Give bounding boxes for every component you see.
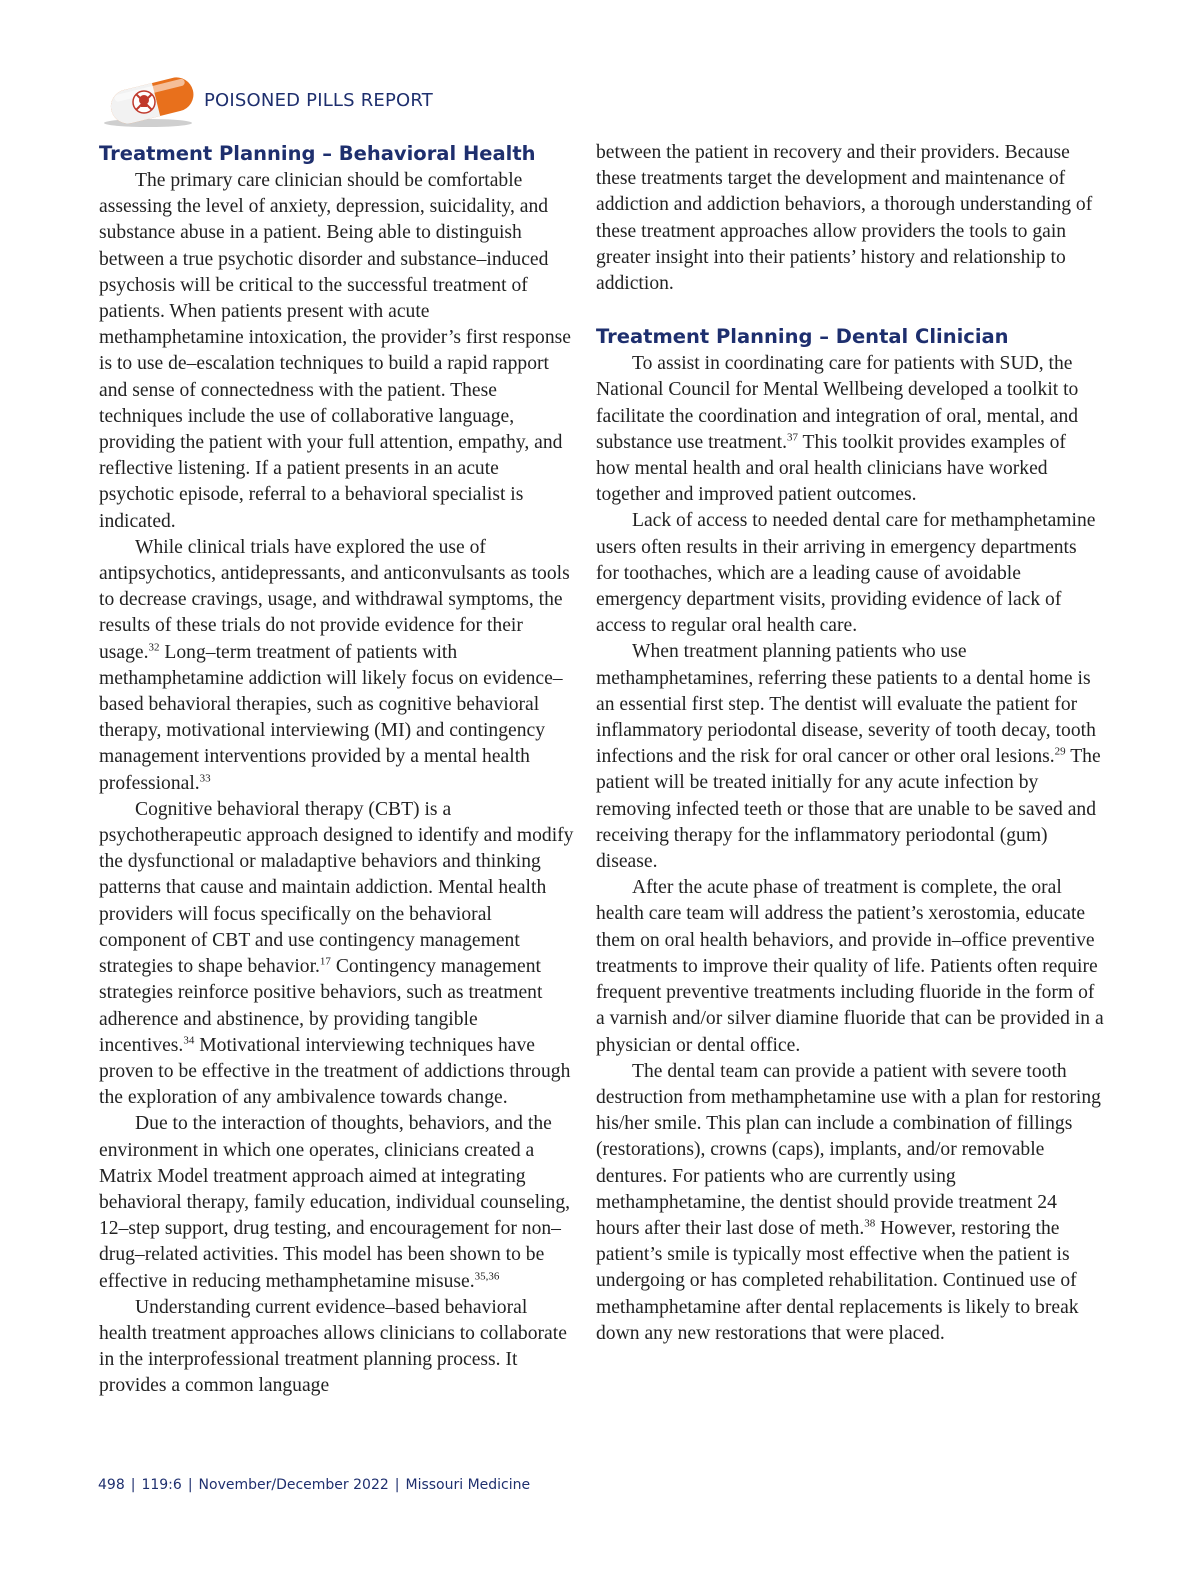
footer-separator: | bbox=[130, 1477, 136, 1493]
section-heading-behavioral-health: Treatment Planning – Behavioral Health bbox=[99, 142, 536, 165]
paragraph: The dental team can provide a patient with severe tooth destruction from methamphetamine use with a plan for restoring his/her smile. This plan can include a combination of fillings (restorations), crowns (caps), implants, and/or removable dentures. For patients who are currently using methamphetamine, the dentist should provide treatment 24 hours after their last dose of meth.$^{38}$ However, restoring the patient’s smile is typically most effective when the patient is undergoing or has completed rehabilitation. Continued use of methamphetamine after dental replacements is likely to break down any new restorations that were placed. bbox=[596, 1060, 1101, 1344]
issue-date: November/December 2022 bbox=[198, 1477, 389, 1493]
footer-separator: | bbox=[394, 1477, 400, 1493]
right-column bbox=[596, 140, 1104, 1347]
paragraph: Lack of access to needed dental care for methamphetamine users often results in their arriving in emergency departments for toothaches, which are a leading cause of avoidable emergency department visits, providing evidence of lack of access to regular oral health care. bbox=[596, 510, 1096, 637]
citation: 32 bbox=[148, 641, 160, 654]
citation: 29 bbox=[1054, 745, 1066, 758]
paragraph: To assist in coordinating care for patients with SUD, the National Council for Mental Wellbeing developed a toolkit to facilitate the coordination and integration of oral, mental, and substance use treatment.$^{37}$ This toolkit provides examples of how mental health and oral health clinicians have worked together and improved patient outcomes. bbox=[596, 353, 1079, 506]
poison-pill-capsule-icon bbox=[98, 68, 202, 130]
section-gap bbox=[596, 297, 1104, 323]
citation: 37 bbox=[786, 431, 798, 444]
citation: 34 bbox=[183, 1034, 195, 1047]
paragraph: While clinical trials have explored the use of antipsychotics, antidepressants, and anticonvulsants as tools to decrease cravings, usage, and withdrawal symptoms, the results of these trials do not provide evidence for their usage.$^{32}$ Long–term treatment of patients with methamphetamine addiction will likely focus on evidence–based behavioral therapies, such as cognitive behavioral therapy, motivational interviewing (MI) and contingency management interventions provided by a mental health professional.$^{33}$ bbox=[99, 536, 570, 794]
paragraph: After the acute phase of treatment is complete, the oral health care team will address the patient’s xerostomia, educate them on oral health behaviors, and provide in–office preventive treatments to improve their quality of life. Patients often require frequent preventive treatments including fluoride in the form of a varnish and/or silver diamine fluoride that can be provided in a physician or dental office. bbox=[596, 877, 1104, 1056]
left-column bbox=[99, 140, 575, 1400]
section-heading-dental-clinician: Treatment Planning – Dental Clinician bbox=[596, 325, 1009, 349]
issue-number: 119:6 bbox=[141, 1477, 182, 1493]
page-header bbox=[98, 68, 598, 130]
report-title: POISONED PILLS REPORT bbox=[204, 90, 434, 111]
footer-separator: | bbox=[187, 1477, 193, 1493]
citation: 17 bbox=[319, 955, 331, 968]
citation: 38 bbox=[864, 1217, 876, 1230]
citation: 33 bbox=[199, 772, 211, 785]
paragraph: When treatment planning patients who use methamphetamines, referring these patients to a dental home is an essential first step. The dentist will evaluate the patient for inflammatory periodontal disease, severity of tooth decay, tooth infections and the risk for oral cancer or other oral lesions.$^{29}$ The patient will be treated initially for any acute infection by removing infected teeth or those that are unable to be saved and receiving therapy for the inflammatory periodontal (gum) disease. bbox=[596, 641, 1101, 873]
citation: 35,36 bbox=[474, 1270, 500, 1282]
journal-name: Missouri Medicine bbox=[405, 1477, 531, 1493]
paragraph-continued: between the patient in recovery and their providers. Because these treatments target the development and maintenance of addiction and addiction behaviors, a thorough understanding of these treatment approaches allow providers the tools to gain greater insight into their patients’ history and relationship to addiction. bbox=[596, 142, 1093, 295]
page-number: 498 bbox=[98, 1477, 125, 1493]
page-footer bbox=[98, 1477, 530, 1493]
paragraph: Due to the interaction of thoughts, behaviors, and the environment in which one operates, clinicians created a Matrix Model treatment approach aimed at integrating behavioral therapy, family education, individual counseling, 12–step support, drug testing, and encouragement for non–drug–related activities. This model has been shown to be effective in reducing methamphetamine misuse.$^{35,36}$ bbox=[99, 1113, 571, 1292]
paragraph: Understanding current evidence–based behavioral health treatment approaches allows clinicians to collaborate in the interprofessional treatment planning process. It provides a common language bbox=[99, 1296, 567, 1397]
paragraph: The primary care clinician should be comfortable assessing the level of anxiety, depression, suicidality, and substance abuse in a patient. Being able to distinguish between a true psychotic disorder and substance–induced psychosis will be critical to the successful treatment of patients. When patients present with acute methamphetamine intoxication, the provider’s first response is to use de–escalation techniques to build a rapid rapport and sense of connectedness with the patient. These techniques include the use of collaborative language, providing the patient with your full attention, empathy, and reflective listening. If a patient presents in an acute psychotic episode, referral to a behavioral specialist is indicated. bbox=[99, 170, 571, 532]
paragraph: Cognitive behavioral therapy (CBT) is a psychotherapeutic approach designed to identify and modify the dysfunctional or maladaptive behaviors and thinking patterns that cause and maintain addiction. Mental health providers will focus specifically on the behavioral component of CBT and use contingency management strategies to shape behavior.$^{17}$ Contingency management strategies reinforce positive behaviors, such as treatment adherence and abstinence, by providing tangible incentives.$^{34}$ Motivational interviewing techniques have proven to be effective in the treatment of addictions through the exploration of any ambivalence towards change. bbox=[99, 798, 574, 1109]
